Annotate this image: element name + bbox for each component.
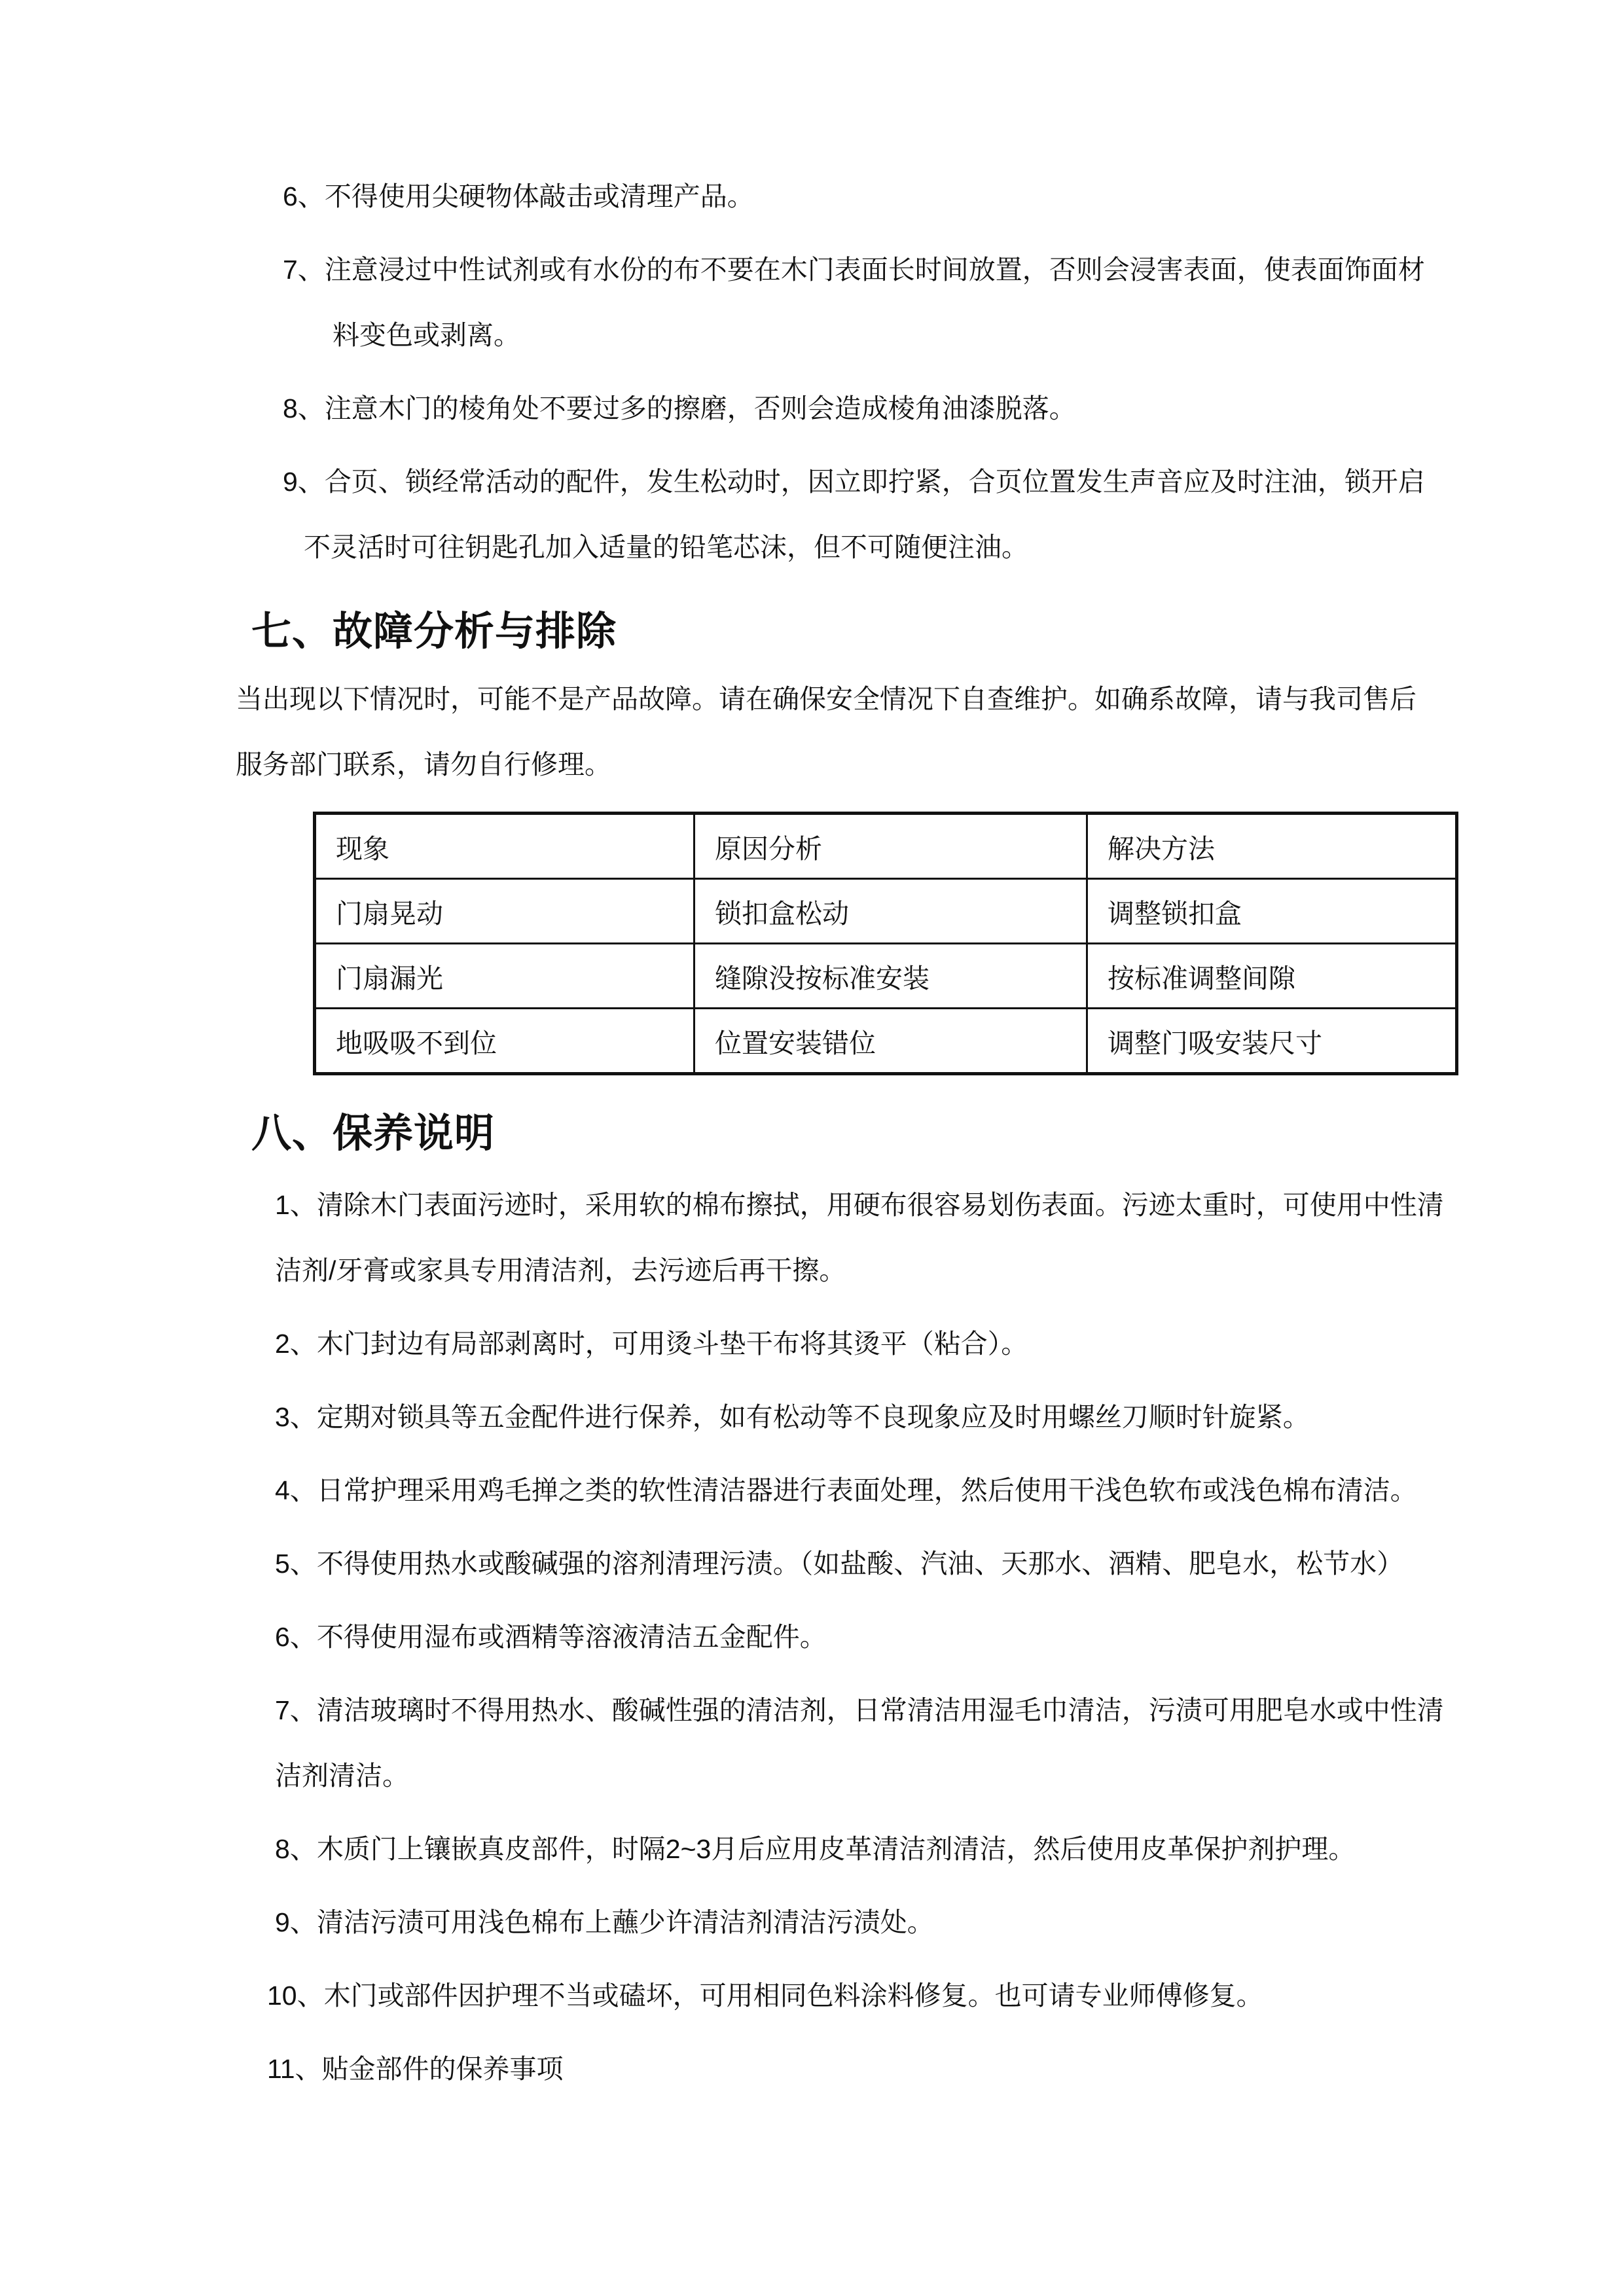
list-item	[283, 237, 1460, 302]
table-cell: 位置安装错位	[695, 1009, 1087, 1074]
item-text: 注意浸过中性试剂或有水份的布不要在木门表面长时间放置，否则会浸害表面，使表面饰面材	[324, 255, 1425, 285]
item-number: 8、	[275, 1834, 317, 1864]
item-text: 清洁污渍可用浅色棉布上蘸少许清洁剂清洁污渍处。	[316, 1907, 934, 1937]
table-row	[315, 879, 1457, 944]
item-text: 注意木门的棱角处不要过多的擦磨，否则会造成棱角油漆脱落。	[324, 393, 1076, 423]
item-number: 1、	[275, 1190, 317, 1220]
item-text: 木门封边有局部剥离时，可用烫斗垫干布将其烫平（粘合）。	[316, 1329, 1028, 1359]
item-number: 9、	[283, 467, 325, 497]
table-cell: 调整门吸安装尺寸	[1087, 1009, 1457, 1074]
item-number: 9、	[275, 1907, 317, 1937]
item-number: 3、	[275, 1402, 317, 1432]
table-cell: 缝隙没按标准安装	[695, 944, 1087, 1009]
table-header-cell: 原因分析	[695, 814, 1087, 879]
list-item	[275, 1172, 1460, 1238]
item-text: 合页、锁经常活动的配件，发生松动时，因立即拧紧，合页位置发生声音应及时注油，锁开启	[324, 467, 1425, 497]
list-item	[283, 376, 1460, 441]
precautions-list	[236, 164, 1460, 580]
table-cell: 地吸吸不到位	[315, 1009, 695, 1074]
table-cell: 按标准调整间隙	[1087, 944, 1457, 1009]
list-item	[275, 1604, 1460, 1670]
item-text: 贴金部件的保养事项	[321, 2054, 564, 2084]
list-item-continuation: 料变色或剥离。	[333, 320, 520, 350]
list-item-continuation: 洁剂清洁。	[275, 1761, 409, 1791]
list-item	[275, 1531, 1460, 1596]
care-list	[236, 1172, 1460, 2102]
fault-table	[313, 812, 1458, 1075]
table-cell: 门扇晃动	[315, 879, 695, 944]
fault-intro-line: 服务部门联系，请勿自行修理。	[236, 749, 611, 780]
table-header-row	[315, 814, 1457, 879]
table-header-cell: 解决方法	[1087, 814, 1457, 879]
item-text: 定期对锁具等五金配件进行保养，如有松动等不良现象应及时用螺丝刀顺时针旋紧。	[316, 1402, 1310, 1432]
table-cell: 调整锁扣盒	[1087, 879, 1457, 944]
list-item	[267, 1963, 1460, 2028]
item-number: 8、	[283, 393, 325, 423]
item-number: 7、	[283, 255, 325, 285]
section-heading-fault: 七、故障分析与排除	[251, 609, 617, 653]
list-item	[283, 449, 1460, 514]
list-item	[275, 1311, 1460, 1376]
list-item	[283, 164, 1460, 229]
item-text: 清除木门表面污迹时，采用软的棉布擦拭，用硬布很容易划伤表面。污迹太重时，可使用中性清	[316, 1190, 1444, 1220]
list-item-continuation: 洁剂/牙膏或家具专用清洁剂，去污迹后再干擦。	[275, 1255, 846, 1285]
item-text: 不得使用尖硬物体敲击或清理产品。	[324, 181, 754, 211]
list-item	[275, 1458, 1460, 1523]
list-item	[275, 1890, 1460, 1955]
item-number: 11、	[267, 2054, 322, 2084]
table-cell: 门扇漏光	[315, 944, 695, 1009]
item-number: 5、	[275, 1549, 317, 1579]
fault-intro-line: 当出现以下情况时，可能不是产品故障。请在确保安全情况下自查维护。如确系故障，请与我司售后	[236, 684, 1416, 714]
table-header-cell: 现象	[315, 814, 695, 879]
table-cell: 锁扣盒松动	[695, 879, 1087, 944]
section-heading-care: 八、保养说明	[251, 1111, 496, 1155]
item-number: 10、	[267, 1981, 324, 2011]
item-text: 木门或部件因护理不当或磕坏，可用相同色料涂料修复。也可请专业师傅修复。	[323, 1981, 1263, 2011]
item-text: 不得使用湿布或酒精等溶液清洁五金配件。	[316, 1622, 827, 1652]
item-number: 7、	[275, 1695, 317, 1725]
item-text: 不得使用热水或酸碱强的溶剂清理污渍。（如盐酸、汽油、天那水、酒精、肥皂水，松节水）	[316, 1549, 1404, 1579]
table-row	[315, 1009, 1457, 1074]
list-item	[275, 1816, 1460, 1882]
list-item	[267, 2036, 1460, 2102]
item-number: 2、	[275, 1329, 317, 1359]
item-number: 6、	[283, 181, 325, 211]
item-number: 6、	[275, 1622, 317, 1652]
item-text: 日常护理采用鸡毛掸之类的软性清洁器进行表面处理，然后使用干浅色软布或浅色棉布清洁。	[316, 1475, 1417, 1505]
list-item	[275, 1677, 1460, 1743]
list-item	[275, 1384, 1460, 1450]
item-text: 清洁玻璃时不得用热水、酸碱性强的清洁剂，日常清洁用湿毛巾清洁，污渍可用肥皂水或中性清	[316, 1695, 1444, 1725]
item-text: 木质门上镶嵌真皮部件，时隔2~3月后应用皮革清洁剂清洁，然后使用皮革保护剂护理。	[316, 1834, 1356, 1864]
table-row	[315, 944, 1457, 1009]
item-number: 4、	[275, 1475, 317, 1505]
list-item-continuation: 不灵活时可往钥匙孔加入适量的铅笔芯沫，但不可随便注油。	[304, 532, 1028, 562]
